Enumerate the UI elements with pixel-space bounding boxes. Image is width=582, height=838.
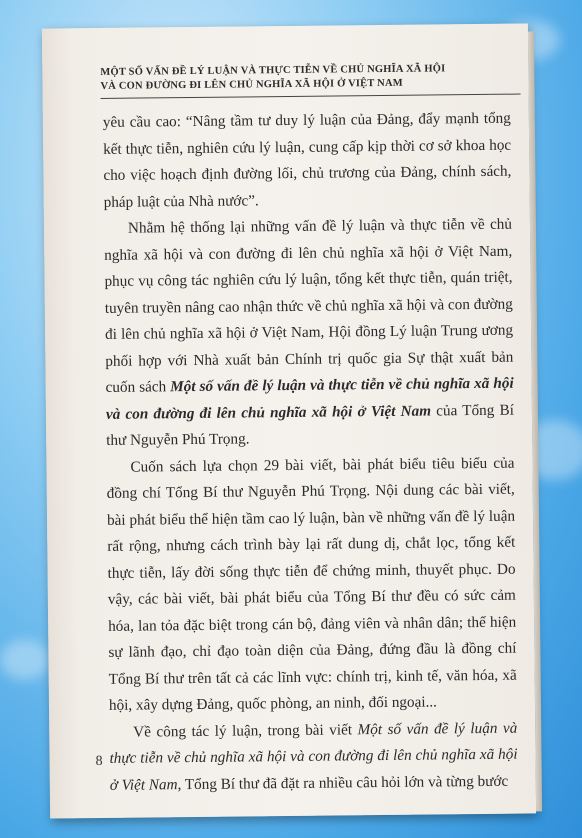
paragraph-text: Nhằm hệ thống lại những vấn đề lý luận và thực tiễn về chủ nghĩa xã hội và con đường đi lên chủ nghĩa xã hội ở Việt Nam, phục vụ công tác nghiên cứu lý luận, tổng kết thực tiễn, quán triệt, tuyên truyền nâng cao nhận thức về chủ nghĩa xã hội và con đường đi lên chủ nghĩa xã hội ở Việt Nam, Hội đồng Lý luận Trung ương phối hợp với Nhà xuất bản Chính trị quốc gia Sự thật xuất bản cuốn sách — [104, 215, 514, 396]
running-header — [100, 62, 500, 94]
paragraph-text: , Tổng Bí thư đã đặt ra nhiều câu hỏi lớn và từng bước — [177, 772, 509, 793]
background-glow — [0, 640, 50, 680]
body-text — [103, 106, 518, 799]
paragraph: Cuốn sách lựa chọn 29 bài viết, bài phát biểu tiêu biểu của đồng chí Tổng Bí thư Nguyễn Phú Trọng. Nội dung các bài viết, bài phát biểu thể hiện tầm cao lý luận, bàn về những vấn đề lý luận rất rộng, nhưng cách trình bày lại rất dung dị, chắt lọc, tổng kết thực tiễn, lấy đời sống thực tiễn để chứng minh, thuyết phục. Do vậy, các bài viết, bài phát biểu của Tổng Bí thư đều có sức cảm hóa, lan tỏa đặc biệt trong cán bộ, đảng viên và nhân dân; thể hiện sự lãnh đạo, chỉ đạo toàn diện của Đảng, đứng đầu là đồng chí Tổng Bí thư trên tất cả các lĩnh vực: chính trị, kinh tế, văn hóa, xã hội, xây dựng Đảng, quốc phòng, an ninh, đối ngoại... — [106, 454, 517, 714]
running-header-line1: MỘT SỐ VẤN ĐỀ LÝ LUẬN VÀ THỰC TIỄN VỀ CHỦ NGHĨA XÃ HỘI — [100, 63, 446, 78]
paragraph — [109, 715, 518, 799]
article-title: Một số vấn đề lý luận và thực tiễn về chủ nghĩa xã hội và con đường đi lên chủ nghĩa xã hội ở Việt Nam — [109, 719, 518, 794]
paragraph-text: của Tổng Bí thư Nguyễn Phú Trọng. — [106, 401, 514, 449]
paragraph-text: Về công tác lý luận, trong bài viết — [133, 720, 358, 741]
header-divider — [101, 94, 521, 99]
paragraph — [104, 212, 514, 455]
book-page — [42, 23, 536, 818]
running-header-line2: VÀ CON ĐƯỜNG ĐI LÊN CHỦ NGHĨA XÃ HỘI Ở VIỆT NAM — [100, 77, 403, 92]
paragraph: yêu cầu cao: “Nâng tầm tư duy lý luận của Đảng, đẩy mạnh tổng kết thực tiễn, nghiên cứu lý luận, cung cấp kịp thời cơ sở khoa học cho việc hoạch định đường lối, chủ trương của Đảng, chính sách, pháp luật của Nhà nước”. — [102, 109, 512, 211]
page-number: 8 — [95, 753, 103, 770]
book-title: Một số vấn đề lý luận và thực tiễn về chủ nghĩa xã hội và con đường đi lên chủ nghĩa xã hội ở Việt Nam — [105, 374, 514, 423]
